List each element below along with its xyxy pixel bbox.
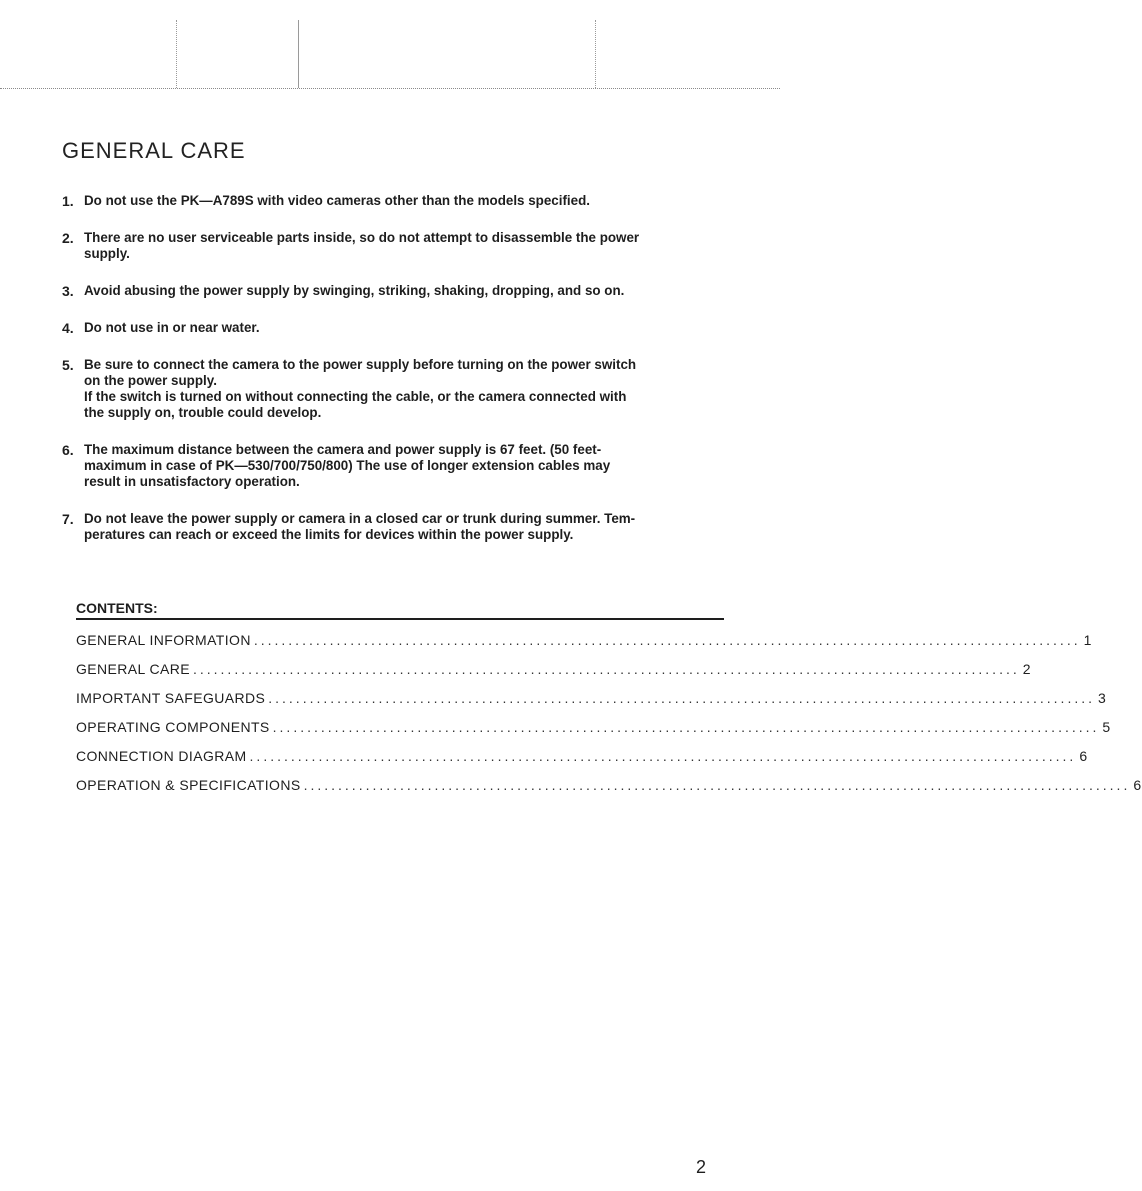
- care-item: [62, 193, 722, 209]
- toc-dot-leader: ........................................................................................................................: [192, 661, 1020, 677]
- toc-dot-leader: ........................................................................................................................: [249, 748, 1077, 764]
- toc-entry-label: GENERAL CARE: [76, 661, 190, 677]
- care-item: [62, 442, 722, 490]
- toc-entry: [76, 655, 1031, 684]
- toc-entry-page: 6: [1079, 748, 1088, 764]
- item-text-line: peratures can reach or exceed the limits for devices within the power supply.: [84, 527, 574, 542]
- toc-entry-label: OPERATING COMPONENTS: [76, 719, 270, 735]
- care-item: [62, 230, 722, 262]
- toc-entry-label: OPERATION & SPECIFICATIONS: [76, 777, 301, 793]
- toc-entry-label: IMPORTANT SAFEGUARDS: [76, 690, 266, 706]
- care-instructions-list: [62, 193, 722, 543]
- contents-heading: CONTENTS:: [76, 600, 158, 616]
- toc-dot-leader: ........................................................................................................................: [303, 777, 1131, 793]
- item-number: 1.: [62, 193, 74, 209]
- care-item: [62, 283, 722, 299]
- contents-divider: [76, 618, 724, 620]
- item-number: 6.: [62, 442, 74, 458]
- page-number: 2: [696, 1157, 707, 1177]
- care-item: [62, 320, 722, 336]
- toc-entry-label: CONNECTION DIAGRAM: [76, 748, 247, 764]
- item-number: 2.: [62, 230, 74, 246]
- scan-vertical-mark: [298, 20, 299, 88]
- toc-entry-page: 5: [1102, 719, 1111, 735]
- toc-dot-leader: ........................................................................................................................: [272, 719, 1100, 735]
- scan-top-rule: [0, 88, 780, 89]
- item-text-line: on the power supply.: [84, 373, 217, 388]
- item-text-line: Do not use the PK—A789S with video cameras other than the models specified.: [84, 193, 590, 208]
- scan-vertical-mark: [176, 20, 177, 88]
- item-text-line: Do not leave the power supply or camera in a closed car or trunk during summer. Tem-: [84, 511, 636, 526]
- toc-entry-page: 3: [1098, 690, 1107, 706]
- table-of-contents: [76, 626, 1142, 800]
- item-text-line: the supply on, trouble could develop.: [84, 405, 322, 420]
- item-text-line: Do not use in or near water.: [84, 320, 260, 335]
- item-text-line: maximum in case of PK—530/700/750/800) The use of longer extension cables may: [84, 458, 611, 473]
- toc-dot-leader: ........................................................................................................................: [253, 632, 1081, 648]
- care-item: [62, 511, 722, 543]
- scan-vertical-mark: [595, 20, 596, 88]
- item-text-line: The maximum distance between the camera and power supply is 67 feet. (50 feet-: [84, 442, 602, 457]
- toc-entry: [76, 713, 1111, 742]
- item-text-line: supply.: [84, 246, 130, 261]
- toc-entry: [76, 684, 1107, 713]
- toc-entry-page: 2: [1022, 661, 1031, 677]
- toc-dot-leader: ........................................................................................................................: [268, 690, 1096, 706]
- toc-entry-page: 6: [1133, 777, 1142, 793]
- item-text-line: There are no user serviceable parts inside, so do not attempt to disassemble the power: [84, 230, 640, 245]
- toc-entry: [76, 742, 1088, 771]
- toc-entry-label: GENERAL INFORMATION: [76, 632, 251, 648]
- item-text-line: result in unsatisfactory operation.: [84, 474, 300, 489]
- item-text-line: Be sure to connect the camera to the power supply before turning on the power switch: [84, 357, 637, 372]
- item-number: 7.: [62, 511, 74, 527]
- contents-section: [76, 600, 1142, 800]
- item-number: 5.: [62, 357, 74, 373]
- item-number: 3.: [62, 283, 74, 299]
- care-item: [62, 357, 722, 421]
- toc-entry: [76, 771, 1142, 800]
- toc-entry: [76, 626, 1092, 655]
- page-title: GENERAL CARE: [62, 138, 246, 163]
- item-number: 4.: [62, 320, 74, 336]
- toc-entry-page: 1: [1083, 632, 1092, 648]
- item-text-line: Avoid abusing the power supply by swinging, striking, shaking, dropping, and so on.: [84, 283, 625, 298]
- item-text-line: If the switch is turned on without connecting the cable, or the camera connected with: [84, 389, 627, 404]
